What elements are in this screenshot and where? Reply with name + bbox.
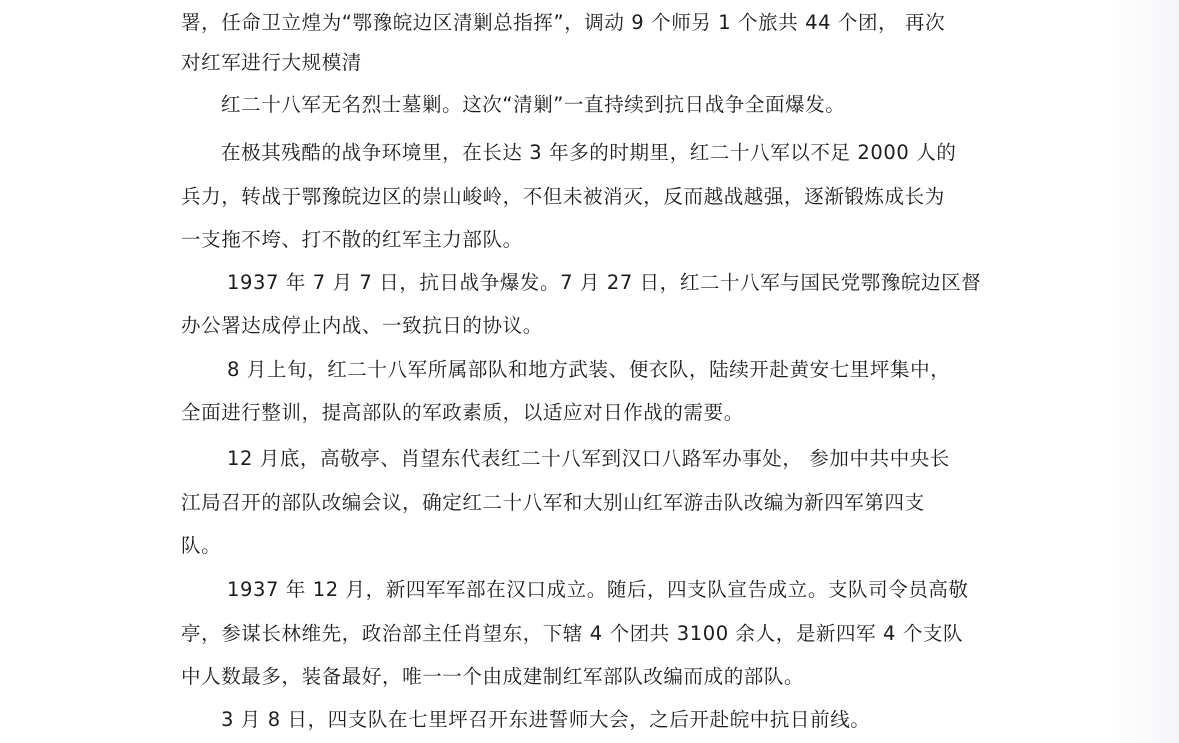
text-line: 3 月 8 日，四支队在七里坪召开东进誓师大会，之后开赴皖中抗日前线。 xyxy=(221,708,871,731)
text-line: 全面进行整训，提高部队的军政素质，以适应对日作战的需要。 xyxy=(181,401,744,424)
text-line: 中人数最多，装备最好，唯一一个由成建制红军部队改编而成的部队。 xyxy=(181,665,805,688)
text-line: 办公署达成停止内战、一致抗日的协议。 xyxy=(181,314,543,337)
text-line: 1937 年 7 月 7 日，抗日战争爆发。7 月 27 日，红二十八军与国民党鄂豫皖边区督 xyxy=(227,271,982,294)
text-line: 队。 xyxy=(181,534,222,557)
text-line: 兵力，转战于鄂豫皖边区的崇山峻岭，不但未被消灭，反而越战越强，逐渐锻炼成长为 xyxy=(181,185,945,208)
text-line: 江局召开的部队改编会议，确定红二十八军和大别山红军游击队改编为新四军第四支 xyxy=(181,491,925,514)
text-line: 1937 年 12 月，新四军军部在汉口成立。随后，四支队宣告成立。支队司令员高敬 xyxy=(227,578,969,601)
text-line: 在极其残酷的战争环境里，在长达 3 年多的时期里，红二十八军以不足 2000 人的 xyxy=(221,141,957,164)
text-line: 署，任命卫立煌为“鄂豫皖边区清剿总指挥”，调动 9 个师另 1 个旅共 44 个团， 再次 xyxy=(181,11,946,34)
text-line: 亭，参谋长林维先，政治部主任肖望东，下辖 4 个团共 3100 余人，是新四军 4 个支队 xyxy=(181,622,964,645)
text-line: 对红军进行大规模清 xyxy=(181,51,362,74)
page-edge-shade xyxy=(1109,0,1179,743)
text-line: 8 月上旬，红二十八军所属部队和地方武装、便衣队，陆续开赴黄安七里坪集中， xyxy=(227,358,951,381)
text-line: 红二十八军无名烈士墓剿。这次“清剿”一直持续到抗日战争全面爆发。 xyxy=(221,93,846,116)
text-line: 一支拖不垮、打不散的红军主力部队。 xyxy=(181,228,523,251)
text-line: 12 月底，高敬亭、肖望东代表红二十八军到汉口八路军办事处， 参加中共中央长 xyxy=(227,447,951,470)
